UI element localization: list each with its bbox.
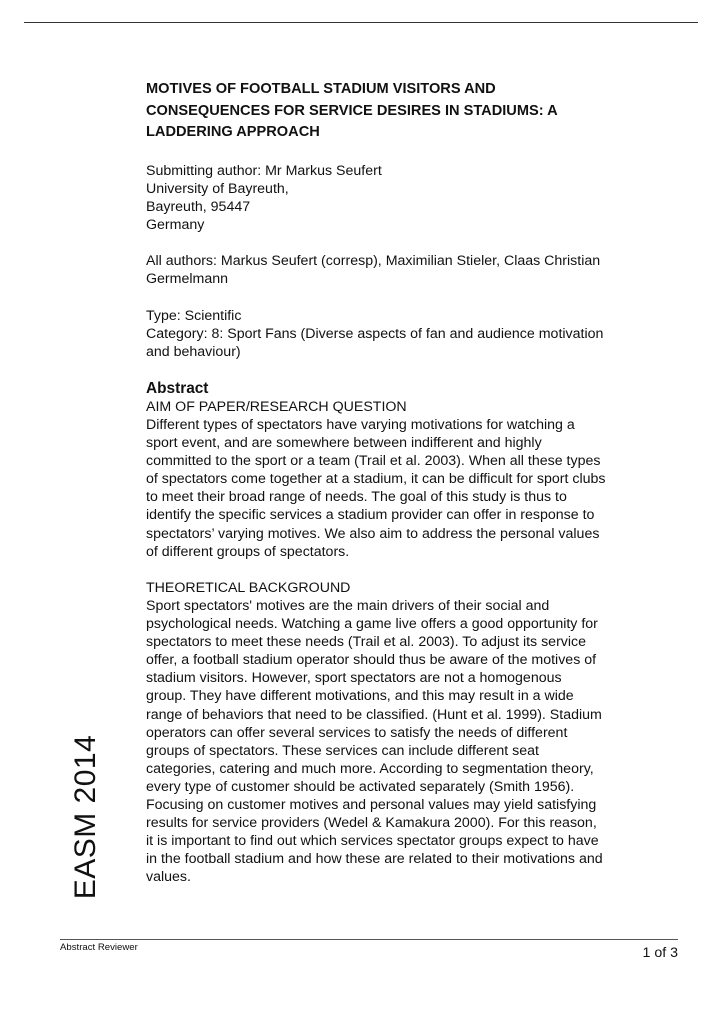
all-authors — [146, 252, 668, 288]
authors-line: All authors: Markus Seufert (corresp), Maximilian Stieler, Claas Christian — [146, 253, 601, 270]
background-line: Focusing on customer motives and personal values may yield satisfying — [146, 796, 597, 813]
background-line: in the football stadium and how these are related to their motivations and — [146, 851, 603, 868]
background-line: operators can offer several services to satisfy the needs of different — [146, 724, 568, 741]
background-line: range of behaviors that need to be classified. (Hunt et al. 1999). Stadium — [146, 706, 602, 723]
submitting-author: Submitting author: Mr Markus Seufert — [146, 162, 382, 179]
aim-line: sport event, and are somewhere between indifferent and highly — [146, 435, 542, 452]
aim-line: committed to the sport or a team (Trail et al. 2003). When all these types — [146, 453, 601, 470]
category-line: and behaviour) — [146, 343, 241, 360]
aim-line: spectators’ varying motives. We also aim to address the personal values — [146, 525, 600, 542]
aim-line: Different types of spectators have varying motivations for watching a — [146, 417, 575, 433]
background-line: results for service providers (Wedel & Kamakura 2000). For this reason, — [146, 815, 597, 832]
aim-line: identify the specific services a stadium provider can offer in response to — [146, 507, 595, 524]
category-line: Category: 8: Sport Fans (Diverse aspects of fan and audience motivation — [146, 325, 604, 342]
abstract-heading: Abstract — [146, 379, 209, 397]
background-title: THEORETICAL BACKGROUND — [146, 579, 351, 596]
document-body — [146, 79, 668, 886]
background-line: values. — [146, 869, 191, 886]
background-line: categories, catering and much more. According to segmentation theory, — [146, 760, 594, 777]
aim-title: AIM OF PAPER/RESEARCH QUESTION — [146, 398, 407, 415]
background-line: offer, a football stadium operator should thus be aware of the motives of — [146, 652, 597, 669]
background-line: group. They have different motivations, and this may result in a wide — [146, 688, 574, 705]
city: Bayreuth, 95447 — [146, 199, 251, 216]
background-section — [146, 579, 668, 887]
authors-line: Germelmann — [146, 271, 229, 288]
background-line: spectators to meet these needs (Trail et al. 2003). To adjust its service — [146, 634, 587, 651]
background-line: psychological needs. Watching a game live offers a good opportunity for — [146, 616, 598, 633]
footer-reviewer-label: Abstract Reviewer — [60, 942, 138, 953]
aim-line: of spectators come together at a stadium, it can be difficult for sport clubs — [146, 471, 606, 488]
background-line: it is important to find out which services spectator groups expect to have — [146, 833, 599, 850]
footer-divider — [60, 939, 678, 940]
top-divider — [24, 22, 698, 23]
page-number: 1 of 3 — [642, 945, 678, 961]
submission-info — [146, 162, 668, 234]
title-line: MOTIVES OF FOOTBALL STADIUM VISITORS AND — [146, 81, 496, 97]
university: University of Bayreuth, — [146, 180, 289, 197]
aim-line: of different groups of spectators. — [146, 543, 350, 560]
classification — [146, 307, 668, 361]
background-line: groups of spectators. These services can include different seat — [146, 742, 540, 759]
background-line: stadium visitors. However, sport spectators are not a homogenous — [146, 670, 562, 687]
title-line: LADDERING APPROACH — [146, 124, 320, 141]
conference-side-label: EASM 2014 — [69, 734, 102, 900]
aim-line: to meet their broad range of needs. The goal of this study is thus to — [146, 489, 567, 506]
background-line: every type of customer should be activated separately (Smith 1956). — [146, 778, 575, 795]
aim-section — [146, 398, 668, 561]
country: Germany — [146, 217, 205, 234]
paper-title — [146, 79, 668, 144]
paper-type: Type: Scientific — [146, 307, 242, 324]
background-line: Sport spectators' motives are the main drivers of their social and — [146, 597, 550, 614]
title-line: CONSEQUENCES FOR SERVICE DESIRES IN STADIUMS: A — [146, 102, 558, 119]
